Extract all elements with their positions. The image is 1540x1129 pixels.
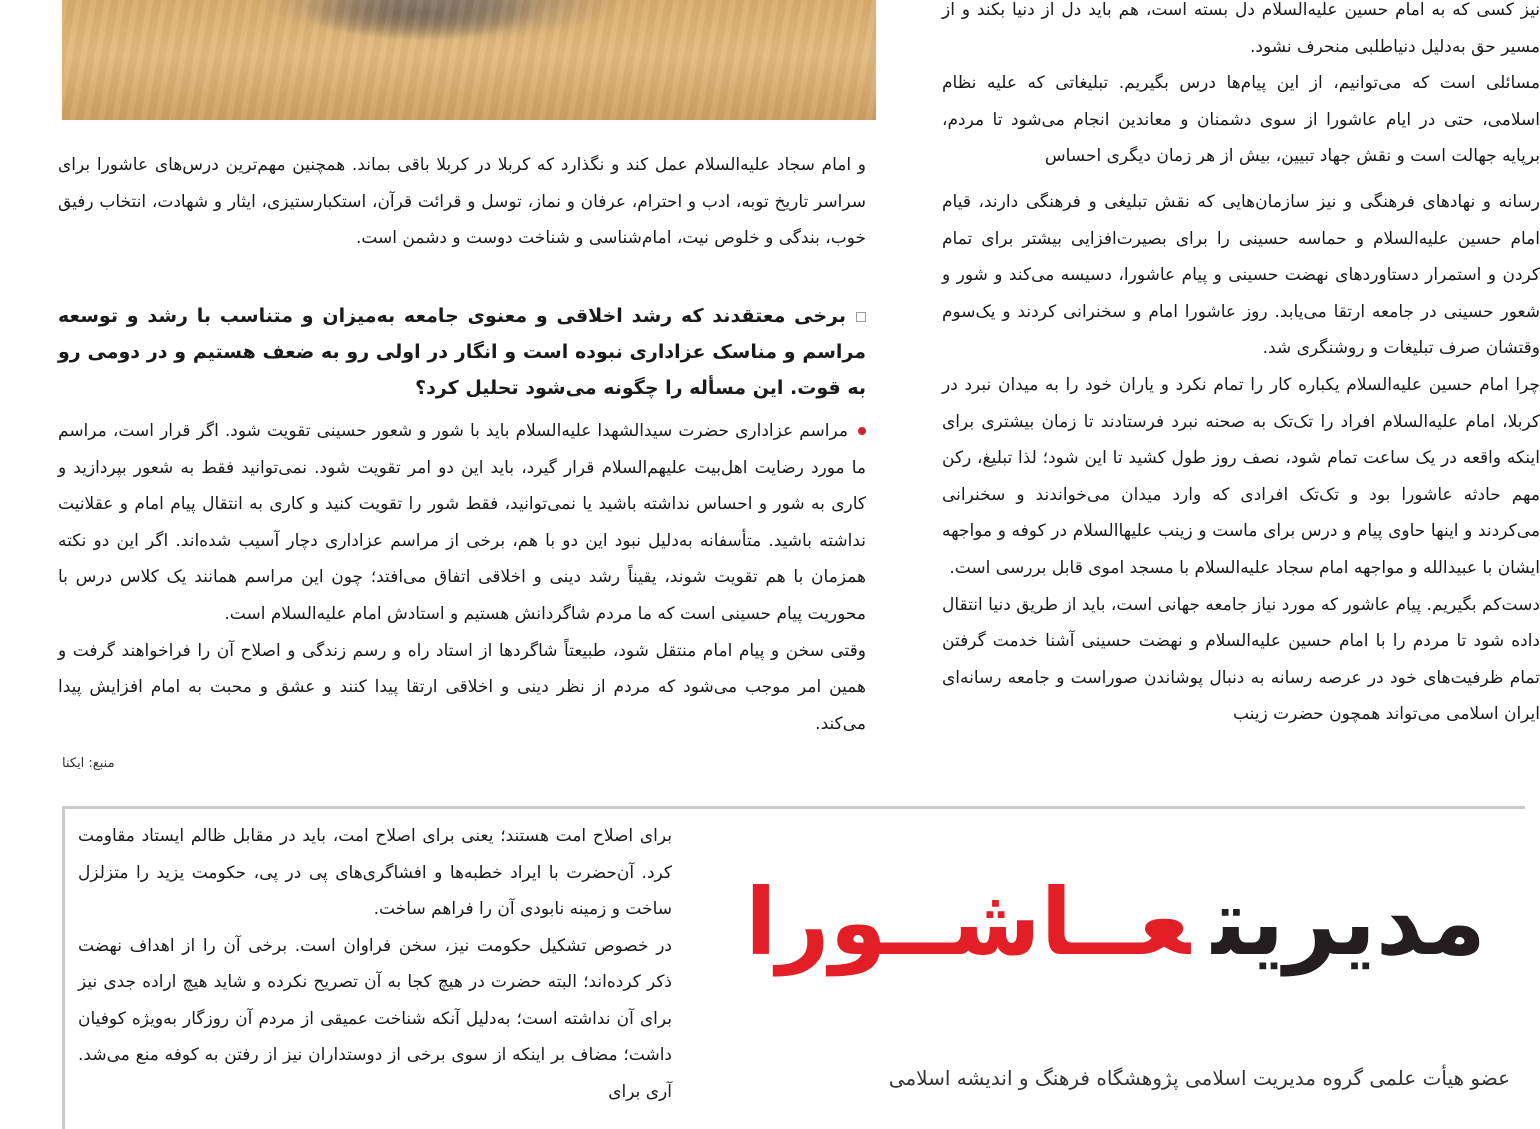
question-square-icon — [856, 312, 866, 322]
right-column-top — [942, 0, 1540, 175]
right-paragraph: چرا امام حسین علیه‌السلام یکباره کار را تمام نکرد و یاران خود را به میدان نبرد در کربلا، امام علیه‌السلام افراد را تک‌تک به صحنه نبرد فرستادند تا زمان بیشتری برای اینکه واقعه در یک ساعت تمام شود، نصف روز طول کشید تا این شود؛ لذا تبلیغ، رکن مهم حادثه عاشورا بود و تک‌تک افرادی که وارد میدان می‌خواندند و سخنرانی می‌کردند و اینها حاوی پیام و درس برای ماست و زینب علیهاالسلام در کوفه و مواجهه ایشان با عبیدالله و مواجهه امام سجاد علیه‌السلام با مسجد اموی قابل بررسی است. — [942, 374, 1540, 578]
answer-text: مراسم عزاداری حضرت سیدالشهدا علیه‌السلام باید با شور و شعور حسینی تقویت شود. اگر قرار است، مراسم ما مورد رضایت اهل‌بیت علیهم‌السلام قرار گیرد، باید این دو امر تقویت شود. نمی‌توانید فقط به شعور بپردازید و کاری به شور و احساس نداشته باشید یا نمی‌توانید، فقط شور را تقویت کنید و کاری به انتقال پیام امام و عقلانیت نداشته باشید. متأسفانه به‌دلیل نبود این دو با هم، برخی از مراسم عزاداری دچار آسیب شده‌اند. اگر این دو نکته همزمان با هم تقویت شوند، یقیناً رشد دینی و اخلاقی اتفاق می‌افتد؛ چون این مراسم همانند یک کلاس درس با محوریت پیام حسینی است که ما مردم شاگردانش هستیم و استادش امام علیه‌السلام است. — [58, 421, 866, 624]
question-text: برخی معتقدند که رشد اخلاقی و معنوی جامعه به‌میزان و متناسب با رشد و توسعه مراسم و مناسک عزاداری نبوده است و انگار در اولی رو به ضعف هستیم و در دومی رو به قوت. این مسأله را چگونه می‌شود تحلیل کرد؟ — [58, 305, 866, 399]
right-column-body — [942, 184, 1540, 733]
headline — [745, 858, 1486, 988]
source-credit: منبع: ایکنا — [62, 756, 115, 771]
interview-question — [58, 298, 866, 406]
right-top-line-1: نیز کسی که به امام حسین علیه‌السلام دل بسته است، هم باید دل از دنیا بکند و از مسیر حق به‌دلیل دنیاطلبی منحرف نشود. — [942, 0, 1540, 57]
answer-bullet-icon — [858, 427, 866, 435]
answer-paragraph — [58, 413, 866, 633]
right-paragraph: رسانه و نهادهای فرهنگی و نیز سازمان‌هایی که نقش تبلیغی و فرهنگی دارند، قیام امام حسین علیه‌السلام و حماسه حسینی را برای بصیرت‌افزایی بیشتر برای تمام کردن و استمرار دستاوردهای نهضت حسینی و پیام عاشورا، دسیسه می‌کند و شور و شعور حسینی در جامعه ارتقا می‌یابد. روز عاشورا امام و سخنرانی کردند و یک‌سوم وقتشان صرف تبلیغات و روشنگری شد. — [942, 192, 1540, 359]
right-paragraph: دست‌کم بگیریم. پیام عاشور که مورد نیاز جامعه جهانی است، باید از طریق دنیا انتقال داده شود تا مردم را با امام حسین علیه‌السلام و نهضت حسینی آشنا خدمت گرفتن تمام ظرفیت‌های خود در عرصه رسانه به دنبال پوشاندن صوراست و جامعه رسانه‌ای ایران اسلامی می‌تواند همچون حضرت زینب — [942, 594, 1540, 725]
left-column-answer — [58, 413, 866, 742]
article-photo — [62, 0, 876, 120]
headline-word-1: مدیریت — [1212, 869, 1486, 976]
box-paragraph: برای اصلاح امت هستند؛ یعنی برای اصلاح امت، باید در مقابل ظالم ایستاد مقاومت کرد. آن‌حضرت با ایراد خطبه‌ها و افشاگری‌های پی در پی، حکومت یزید را متزلزل ساخت و زمینه نابودی آن را فراهم ساخت. — [78, 826, 672, 919]
box-paragraph: در خصوص تشکیل حکومت نیز، سخن فراوان است. برخی آن را از اهداف نهضت ذکر کرده‌اند؛ البته حضرت در هیچ کجا به آن تصریح نکرده و شاید هیچ اراده جدی نیز برای آن نداشته است؛ به‌دلیل آنکه شناخت عمیقی از مردم آن روزگار به‌ویژه کوفیان داشت؛ مضاف بر اینکه از سوی برخی از دوستداران نیز از رفتن به کوفه منع می‌شد. آری برای — [78, 935, 672, 1102]
right-top-line-2: مسائلی است که می‌توانیم، از این پیام‌ها درس بگیریم. تبلیغاتی که علیه نظام اسلامی، حتی در ایام عاشورا از سوی دشمنان و معاندین انجام می‌شود تا مردم، برپایه جهالت است و نقش جهاد تبیین، بیش از هر زمان دیگری احساس — [942, 73, 1540, 167]
sidebar-box-text — [78, 818, 672, 1110]
left-column-intro — [58, 147, 866, 257]
intro-paragraph: و امام سجاد علیه‌السلام عمل کند و نگذارد که کربلا در کربلا باقی بماند. همچنین مهم‌ترین درس‌های عاشورا برای سراسر تاریخ توبه، ادب و احترام، عرفان و نماز، توسل و قرائت قرآن، استکبارستیزی، ایثار و شهادت، انتخاب رفیق خوب، بندگی و خلوص نیت، امام‌شناسی و شناخت دوست و دشمن است. — [58, 155, 866, 249]
author-byline: عضو هیأت علمی گروه مدیریت اسلامی پژوهشگاه فرهنگ و اندیشه اسلامی — [888, 1066, 1510, 1090]
closing-paragraph: وقتی سخن و پیام امام منتقل شود، طبیعتاً شاگردها از استاد راه و رسم زندگی و اصلاح آن را فراخواهند گرفت و همین امر موجب می‌شود که مردم از نظر دینی و اخلاقی ارتقا پیدا کنند و عشق و محبت به امام افزایش پیدا می‌کند. — [58, 640, 866, 734]
headline-word-2: عــاشــورا — [745, 869, 1191, 976]
